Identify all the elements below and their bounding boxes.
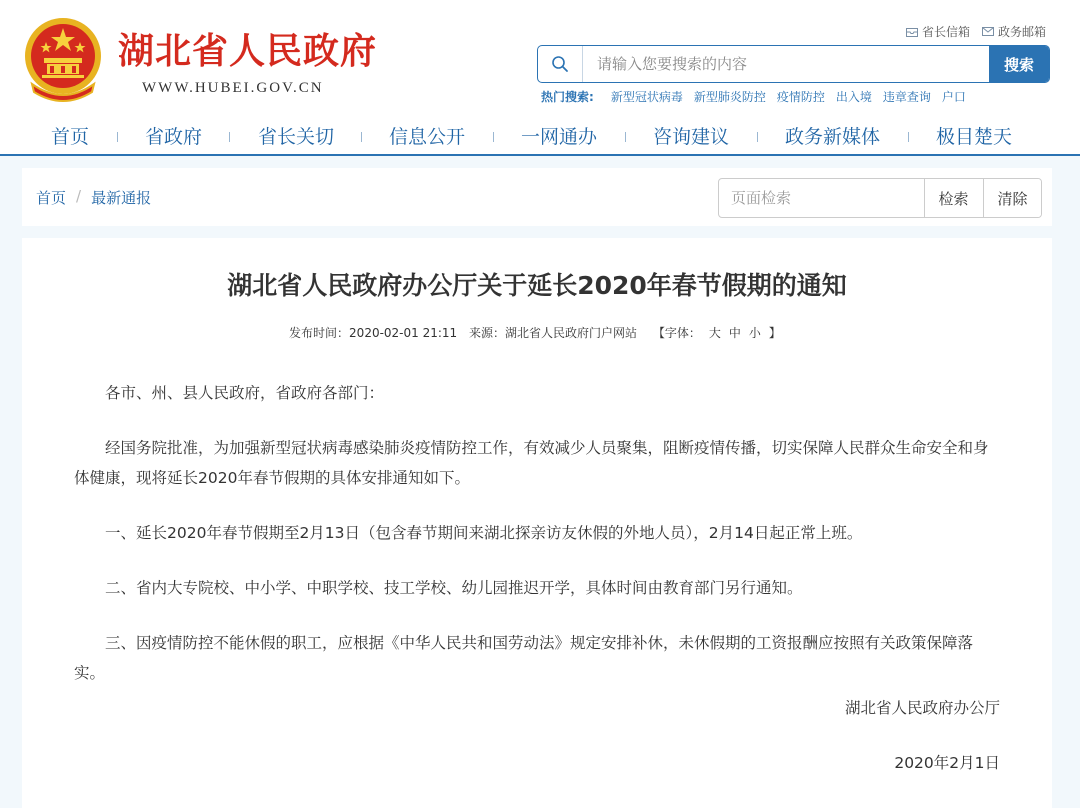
breadcrumb-home[interactable]: 首页	[36, 189, 67, 207]
page-search-clear-button[interactable]: 清除	[983, 179, 1041, 217]
page-search-button[interactable]: 检索	[924, 179, 982, 217]
nav-divider	[625, 132, 626, 142]
breadcrumb	[36, 187, 151, 208]
breadcrumb-latest-bulletin[interactable]: 最新通报	[91, 189, 152, 207]
article-paragraph: 二、省内大专院校、中小学、中职学校、技工学校、幼儿园推迟开学，具体时间由教育部门另行通知。	[105, 579, 803, 597]
gov-email-label: 政务邮箱	[997, 25, 1046, 39]
article-signature: 湖北省人民政府办公厅	[844, 699, 1000, 717]
font-size-label: 【字体：	[652, 326, 701, 340]
font-size-medium[interactable]: 中	[728, 326, 741, 340]
nav-one-stop-service[interactable]: 一网通办	[521, 126, 598, 148]
site-title[interactable]: 湖北省人民政府	[118, 31, 378, 72]
gov-email-link[interactable]	[982, 23, 1046, 40]
breadcrumb-bar	[22, 168, 1052, 226]
site-search-button[interactable]: 搜索	[989, 46, 1049, 82]
nav-info-disclosure[interactable]: 信息公开	[389, 126, 466, 148]
font-size-end: 】	[768, 326, 781, 340]
page-search-input[interactable]	[719, 179, 924, 217]
nav-jimu-chutian[interactable]: 极目楚天	[936, 126, 1013, 148]
article-paragraph: 一、延长2020年春节假期至2月13日（包含春节期间来湖北探亲访友休假的外地人员），2月14日起正常上班。	[105, 524, 863, 542]
nav-divider	[117, 132, 118, 142]
article-greeting: 各市、州、县人民政府，省政府各部门：	[105, 384, 385, 402]
governor-mailbox-label: 省长信箱	[921, 25, 970, 39]
site-header	[0, 0, 1080, 118]
site-search-box	[537, 45, 1050, 83]
article-title: 湖北省人民政府办公厅关于延长2020年春节假期的通知	[227, 271, 847, 300]
hot-search-item[interactable]: 户口	[941, 90, 966, 104]
hot-search-item[interactable]: 新型冠状病毒	[610, 90, 683, 104]
search-icon-cell[interactable]	[538, 46, 583, 82]
nav-consultation[interactable]: 咨询建议	[653, 126, 730, 148]
nav-divider	[493, 132, 494, 142]
nav-governor-concerns[interactable]: 省长关切	[258, 126, 335, 148]
top-links	[906, 23, 1046, 40]
nav-province-gov[interactable]: 省政府	[145, 126, 203, 148]
font-size-large[interactable]: 大	[708, 326, 721, 340]
page-search-box	[718, 178, 1042, 218]
nav-divider	[229, 132, 230, 142]
national-emblem-icon	[22, 14, 104, 104]
article-paragraph: 经国务院批准，为加强新型冠状病毒感染肺炎疫情防控工作，有效减少人员聚集，阻断疫情传播，切实保障人民群众生命安全和身体健康，现将延长2020年春节假期的具体安排通知如下。	[74, 439, 989, 487]
site-url[interactable]: WWW.HUBEI.GOV.CN	[142, 80, 324, 96]
font-size-small[interactable]: 小	[748, 326, 761, 340]
nav-home[interactable]: 首页	[51, 126, 90, 148]
hot-search-label: 热门搜索:	[541, 90, 594, 104]
article-date: 2020年2月1日	[894, 754, 1000, 772]
site-search-input[interactable]	[583, 46, 983, 82]
nav-divider	[908, 132, 909, 142]
publish-time: 发布时间：2020-02-01 21:11	[289, 326, 458, 340]
hot-search-item[interactable]: 疫情防控	[776, 90, 825, 104]
hot-search-row	[541, 88, 966, 105]
hot-search-item[interactable]: 新型肺炎防控	[693, 90, 766, 104]
article-body	[74, 378, 1000, 688]
inbox-icon	[906, 27, 918, 37]
hot-search-item[interactable]: 出入境	[835, 90, 872, 104]
main-nav	[0, 118, 1080, 156]
search-icon	[551, 55, 569, 73]
article-source: 来源：湖北省人民政府门户网站	[469, 326, 638, 340]
nav-divider	[361, 132, 362, 142]
article-panel	[22, 238, 1052, 808]
mail-icon	[982, 27, 994, 36]
breadcrumb-separator: /	[76, 187, 82, 205]
article-paragraph: 三、因疫情防控不能休假的职工，应根据《中华人民共和国劳动法》规定安排补休，未休假期的工资报酬应按照有关政策保障落实。	[74, 634, 974, 682]
governor-mailbox-link[interactable]	[906, 23, 970, 40]
nav-new-media[interactable]: 政务新媒体	[785, 126, 881, 148]
article-meta	[22, 324, 1052, 341]
font-size-control	[649, 326, 785, 340]
nav-divider	[757, 132, 758, 142]
hot-search-item[interactable]: 违章查询	[882, 90, 931, 104]
